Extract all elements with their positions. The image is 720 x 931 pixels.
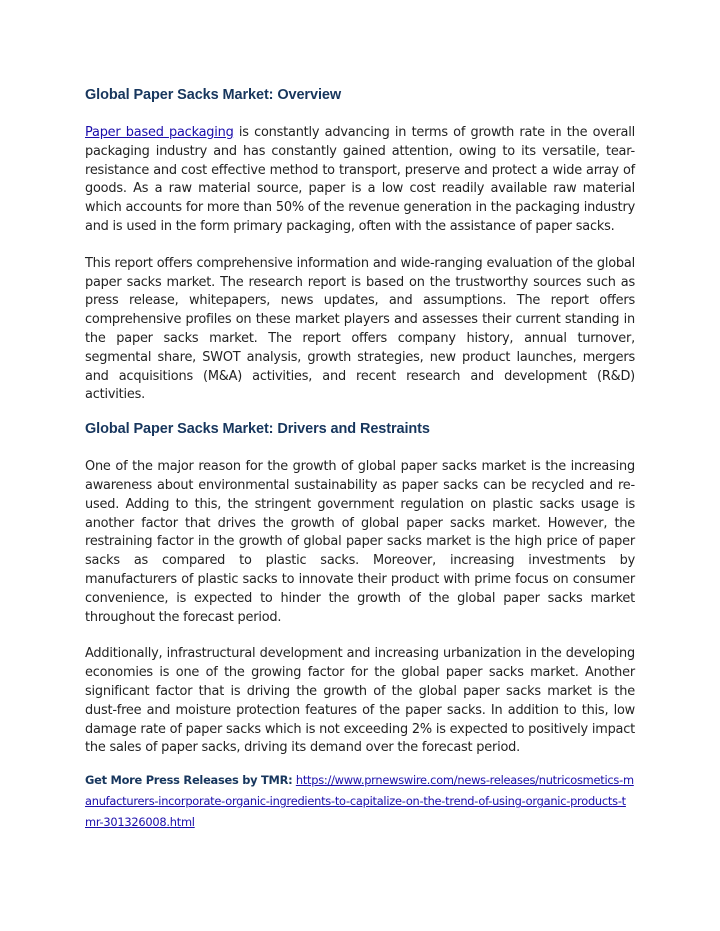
section-heading-overview: Global Paper Sacks Market: Overview xyxy=(85,87,342,103)
overview-paragraph-1 xyxy=(85,124,635,237)
drivers-paragraph-1: One of the major reason for the growth of global paper sacks market is the increasing awareness about environmental sustainability as paper sacks can be recycled and re-used. Adding to this, the stringent government regulation on plastic sacks usage is another factor that drives the growth of global paper sacks market. However, the restraining factor in the growth of global paper sacks market is the high price of paper sacks as compared to plastic sacks. Moreover, increasing investments by manufacturers of plastic sacks to innovate their product with prime focus on consumer convenience, is expected to hinder the growth of the global paper sacks market throughout the forecast period. xyxy=(85,459,635,625)
overview-paragraph-2: This report offers comprehensive information and wide-ranging evaluation of the global paper sacks market. The research report is based on the trustworthy sources such as press release, whitepapers, news updates, and assumptions. The report offers comprehensive profiles on these market players and assesses their current standing in the paper sacks market. The report offers company history, annual turnover, segmental share, SWOT analysis, growth strategies, new product launches, mergers and acquisitions (M&A) activities, and recent research and development (R&D) activities. xyxy=(85,255,635,403)
paper-based-packaging-link[interactable]: Paper based packaging xyxy=(85,125,234,140)
section-heading-drivers: Global Paper Sacks Market: Drivers and Restraints xyxy=(85,421,430,438)
drivers-paragraph-2: Additionally, infrastructural development and increasing urbanization in the developing economies is one of the growing factor for the global paper sacks market. Another significant factor that is driving the growth of the global paper sacks market is the dust-free and moisture protection features of the paper sacks. In addition to this, low damage rate of paper sacks which is not exceeding 2% is expected to positively impact the sales of paper sacks, driving its demand over the forecast period. xyxy=(85,646,635,756)
document-page xyxy=(85,86,635,833)
press-release-footer xyxy=(85,770,635,833)
press-release-link[interactable]: https://www.prnewswire.com/news-releases/nutricosmetics-manufacturers-incorporate-organic-ingredients-to-capitalize-on-the-trend-of-using-organic-products-tmr-301326008.html xyxy=(85,773,634,830)
footer-label: Get More Press Releases by TMR: xyxy=(85,773,293,788)
overview-paragraph-1-text: is constantly advancing in terms of growth rate in the overall packaging industry and has constantly gained attention, owing to its versatile, tear-resistance and cost effective method to transport, preserve and protect a wide array of goods. As a raw material source, paper is a low cost readily available raw material which accounts for more than 50% of the revenue generation in the packaging industry and is used in the form primary packaging, often with the assistance of paper sacks. xyxy=(85,125,635,234)
